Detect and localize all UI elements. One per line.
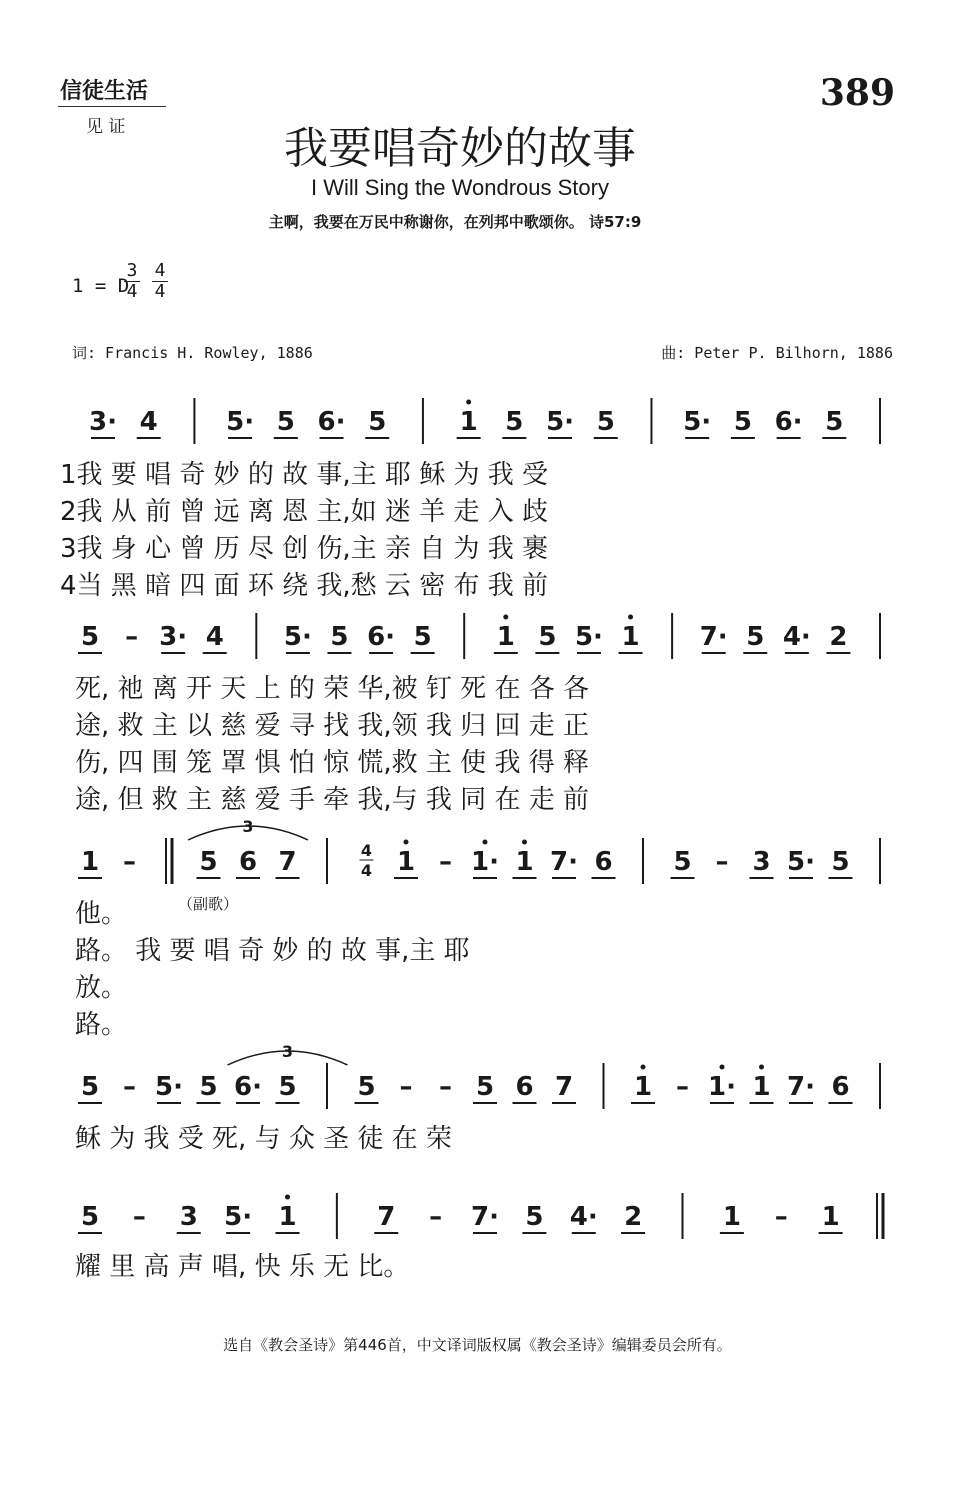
note: – <box>132 1202 146 1232</box>
note: 5 <box>733 407 752 437</box>
note: 1 <box>396 847 416 877</box>
note: 4· <box>782 622 811 652</box>
lyrics-row3-verse4: 路。 <box>75 1010 128 1040</box>
note: 1 <box>621 622 640 652</box>
note: 1 <box>752 1072 771 1102</box>
note: 1 <box>278 1202 297 1232</box>
high-octave-dot <box>285 1195 290 1200</box>
note: 5 <box>746 622 765 652</box>
note: 5· <box>574 622 603 652</box>
note: 5 <box>538 622 557 652</box>
lyrics-row5: 耀 里 高 声 唱, 快 乐 无 比。 <box>75 1252 410 1282</box>
note: 5 <box>276 407 295 437</box>
high-octave-dot <box>720 1065 725 1070</box>
note: 5· <box>683 407 712 437</box>
note: 5 <box>413 622 432 652</box>
note: 2 <box>624 1202 643 1232</box>
note: 5 <box>673 847 692 877</box>
note: 5 <box>831 847 850 877</box>
note: 5 <box>80 1072 100 1102</box>
note: 6· <box>367 622 396 652</box>
note: 5 <box>505 407 524 437</box>
note: 5 <box>596 407 615 437</box>
lyrics-row2-verse1: 死, 祂 离 开 天 上 的 荣 华,被 钉 死 在 各 各 <box>75 674 589 704</box>
note: 5 <box>199 847 218 877</box>
note: 6· <box>774 407 803 437</box>
lyrics-row2-verse4: 途, 但 救 主 慈 爱 手 牵 我,与 我 同 在 走 前 <box>75 785 589 815</box>
lyrics-row2-verse2: 途, 救 主 以 慈 爱 寻 找 我,领 我 归 回 走 正 <box>75 711 589 741</box>
note: 7· <box>471 1202 499 1232</box>
note: 4 <box>205 622 224 652</box>
lyrics-row1-verse3: 3我 身 心 曾 历 尽 创 伤,主 亲 自 为 我 裹 <box>60 534 548 564</box>
note: 5· <box>546 407 575 437</box>
note: 3 <box>179 1202 198 1232</box>
note: 5 <box>475 1072 495 1102</box>
note: 1 <box>633 1072 653 1102</box>
key-signature: 1 = D <box>72 275 130 297</box>
note: – <box>439 1072 452 1102</box>
high-octave-dot <box>522 840 527 845</box>
lyrics-row4: 稣 为 我 受 死, 与 众 圣 徒 在 荣 <box>75 1124 452 1154</box>
note: – <box>715 847 729 877</box>
note: 5 <box>330 622 349 652</box>
note: 6 <box>594 847 613 877</box>
copyright-footer: 选自《教会圣诗》第446首，中文译词版权属《教会圣诗》编辑委员会所有。 <box>223 1336 732 1354</box>
note: 2 <box>829 622 848 652</box>
time-change-denominator: 4 <box>360 861 373 880</box>
time-sig-numerator: 4 <box>154 260 166 281</box>
scripture-verse: 主啊，我要在万民中称谢你，在列邦中歌颂你。 诗57:9 <box>268 213 642 231</box>
refrain-label: （副歌） <box>178 895 239 913</box>
triplet-mark: 3 <box>281 1042 294 1061</box>
time-sig-denominator: 4 <box>126 281 138 302</box>
note: 7 <box>554 1072 574 1102</box>
note: – <box>123 1072 136 1102</box>
note: 3 <box>752 847 771 877</box>
time-sig-denominator: 4 <box>154 281 166 302</box>
lyrics-row3-verse3: 放。 <box>75 973 128 1003</box>
english-title: I Will Sing the Wondrous Story <box>311 175 609 200</box>
note: 5· <box>226 407 255 437</box>
time-change-numerator: 4 <box>360 841 373 860</box>
note: 1 <box>80 847 100 877</box>
note: 5· <box>283 622 312 652</box>
note: 1 <box>821 1202 840 1232</box>
note: 5 <box>80 622 100 652</box>
note: 1 <box>722 1202 741 1232</box>
note: 6 <box>831 1072 850 1102</box>
note: 5 <box>825 407 844 437</box>
high-octave-dot <box>483 840 488 845</box>
hymn-number: 389 <box>819 72 895 114</box>
note: 5 <box>525 1202 544 1232</box>
note: 5· <box>224 1202 253 1232</box>
note: 5 <box>278 1072 297 1102</box>
category-label: 信徒生活 <box>60 79 149 104</box>
high-octave-dot <box>759 1065 764 1070</box>
lyrics-row3-verse1: 他。 <box>75 899 128 929</box>
lyrics-row1-verse4: 4当 黑 暗 四 面 环 绕 我,愁 云 密 布 我 前 <box>60 571 548 601</box>
note: 5 <box>199 1072 218 1102</box>
high-octave-dot <box>404 840 409 845</box>
note: 5 <box>80 1202 100 1232</box>
note: 6 <box>515 1072 534 1102</box>
note: – <box>676 1072 689 1102</box>
note: 7 <box>278 847 297 877</box>
note: 5 <box>368 407 387 437</box>
lyrics-row2-verse3: 伤, 四 围 笼 罩 惧 怕 惊 慌,救 主 使 我 得 释 <box>75 748 589 778</box>
note: 7· <box>787 1072 815 1102</box>
subcategory-label: 见 证 <box>86 117 126 137</box>
note: – <box>399 1072 413 1102</box>
composer-credit: 曲: Peter P. Bilhorn, 1886 <box>661 344 893 362</box>
high-octave-dot <box>641 1065 646 1070</box>
note: 5 <box>357 1072 376 1102</box>
note: 5· <box>155 1072 183 1102</box>
note: – <box>125 622 139 652</box>
note: 1 <box>496 622 515 652</box>
time-sig-numerator: 3 <box>126 260 138 281</box>
note: 6· <box>234 1072 262 1102</box>
note: 1· <box>708 1072 736 1102</box>
lyrics-row3-verse2: 路。 我 要 唱 奇 妙 的 故 事,主 耶 <box>75 936 470 966</box>
lyrics-row1-verse1: 1我 要 唱 奇 妙 的 故 事,主 耶 稣 为 我 受 <box>60 460 548 490</box>
note: – <box>123 847 136 877</box>
note: 7 <box>377 1202 396 1232</box>
note: 3· <box>159 622 188 652</box>
lyricist-credit: 词: Francis H. Rowley, 1886 <box>72 344 313 362</box>
hymn-title: 我要唱奇妙的故事 <box>284 123 636 174</box>
note: 3· <box>89 407 117 437</box>
note: 1 <box>459 407 478 437</box>
note: 7· <box>550 847 578 877</box>
note: – <box>439 847 452 877</box>
note: 1 <box>515 847 534 877</box>
high-octave-dot <box>628 615 633 620</box>
triplet-mark: 3 <box>242 817 254 836</box>
high-octave-dot <box>503 615 508 620</box>
note: – <box>774 1202 788 1232</box>
note: 5· <box>787 847 815 877</box>
note: 4· <box>569 1202 598 1232</box>
note: 4 <box>139 407 158 437</box>
note: – <box>429 1202 443 1232</box>
note: 6· <box>317 407 346 437</box>
note: 6 <box>238 847 258 877</box>
note: 7· <box>699 622 728 652</box>
note: 1· <box>471 847 499 877</box>
lyrics-row1-verse2: 2我 从 前 曾 远 离 恩 主,如 迷 羊 走 入 歧 <box>60 497 548 527</box>
high-octave-dot <box>466 400 471 405</box>
